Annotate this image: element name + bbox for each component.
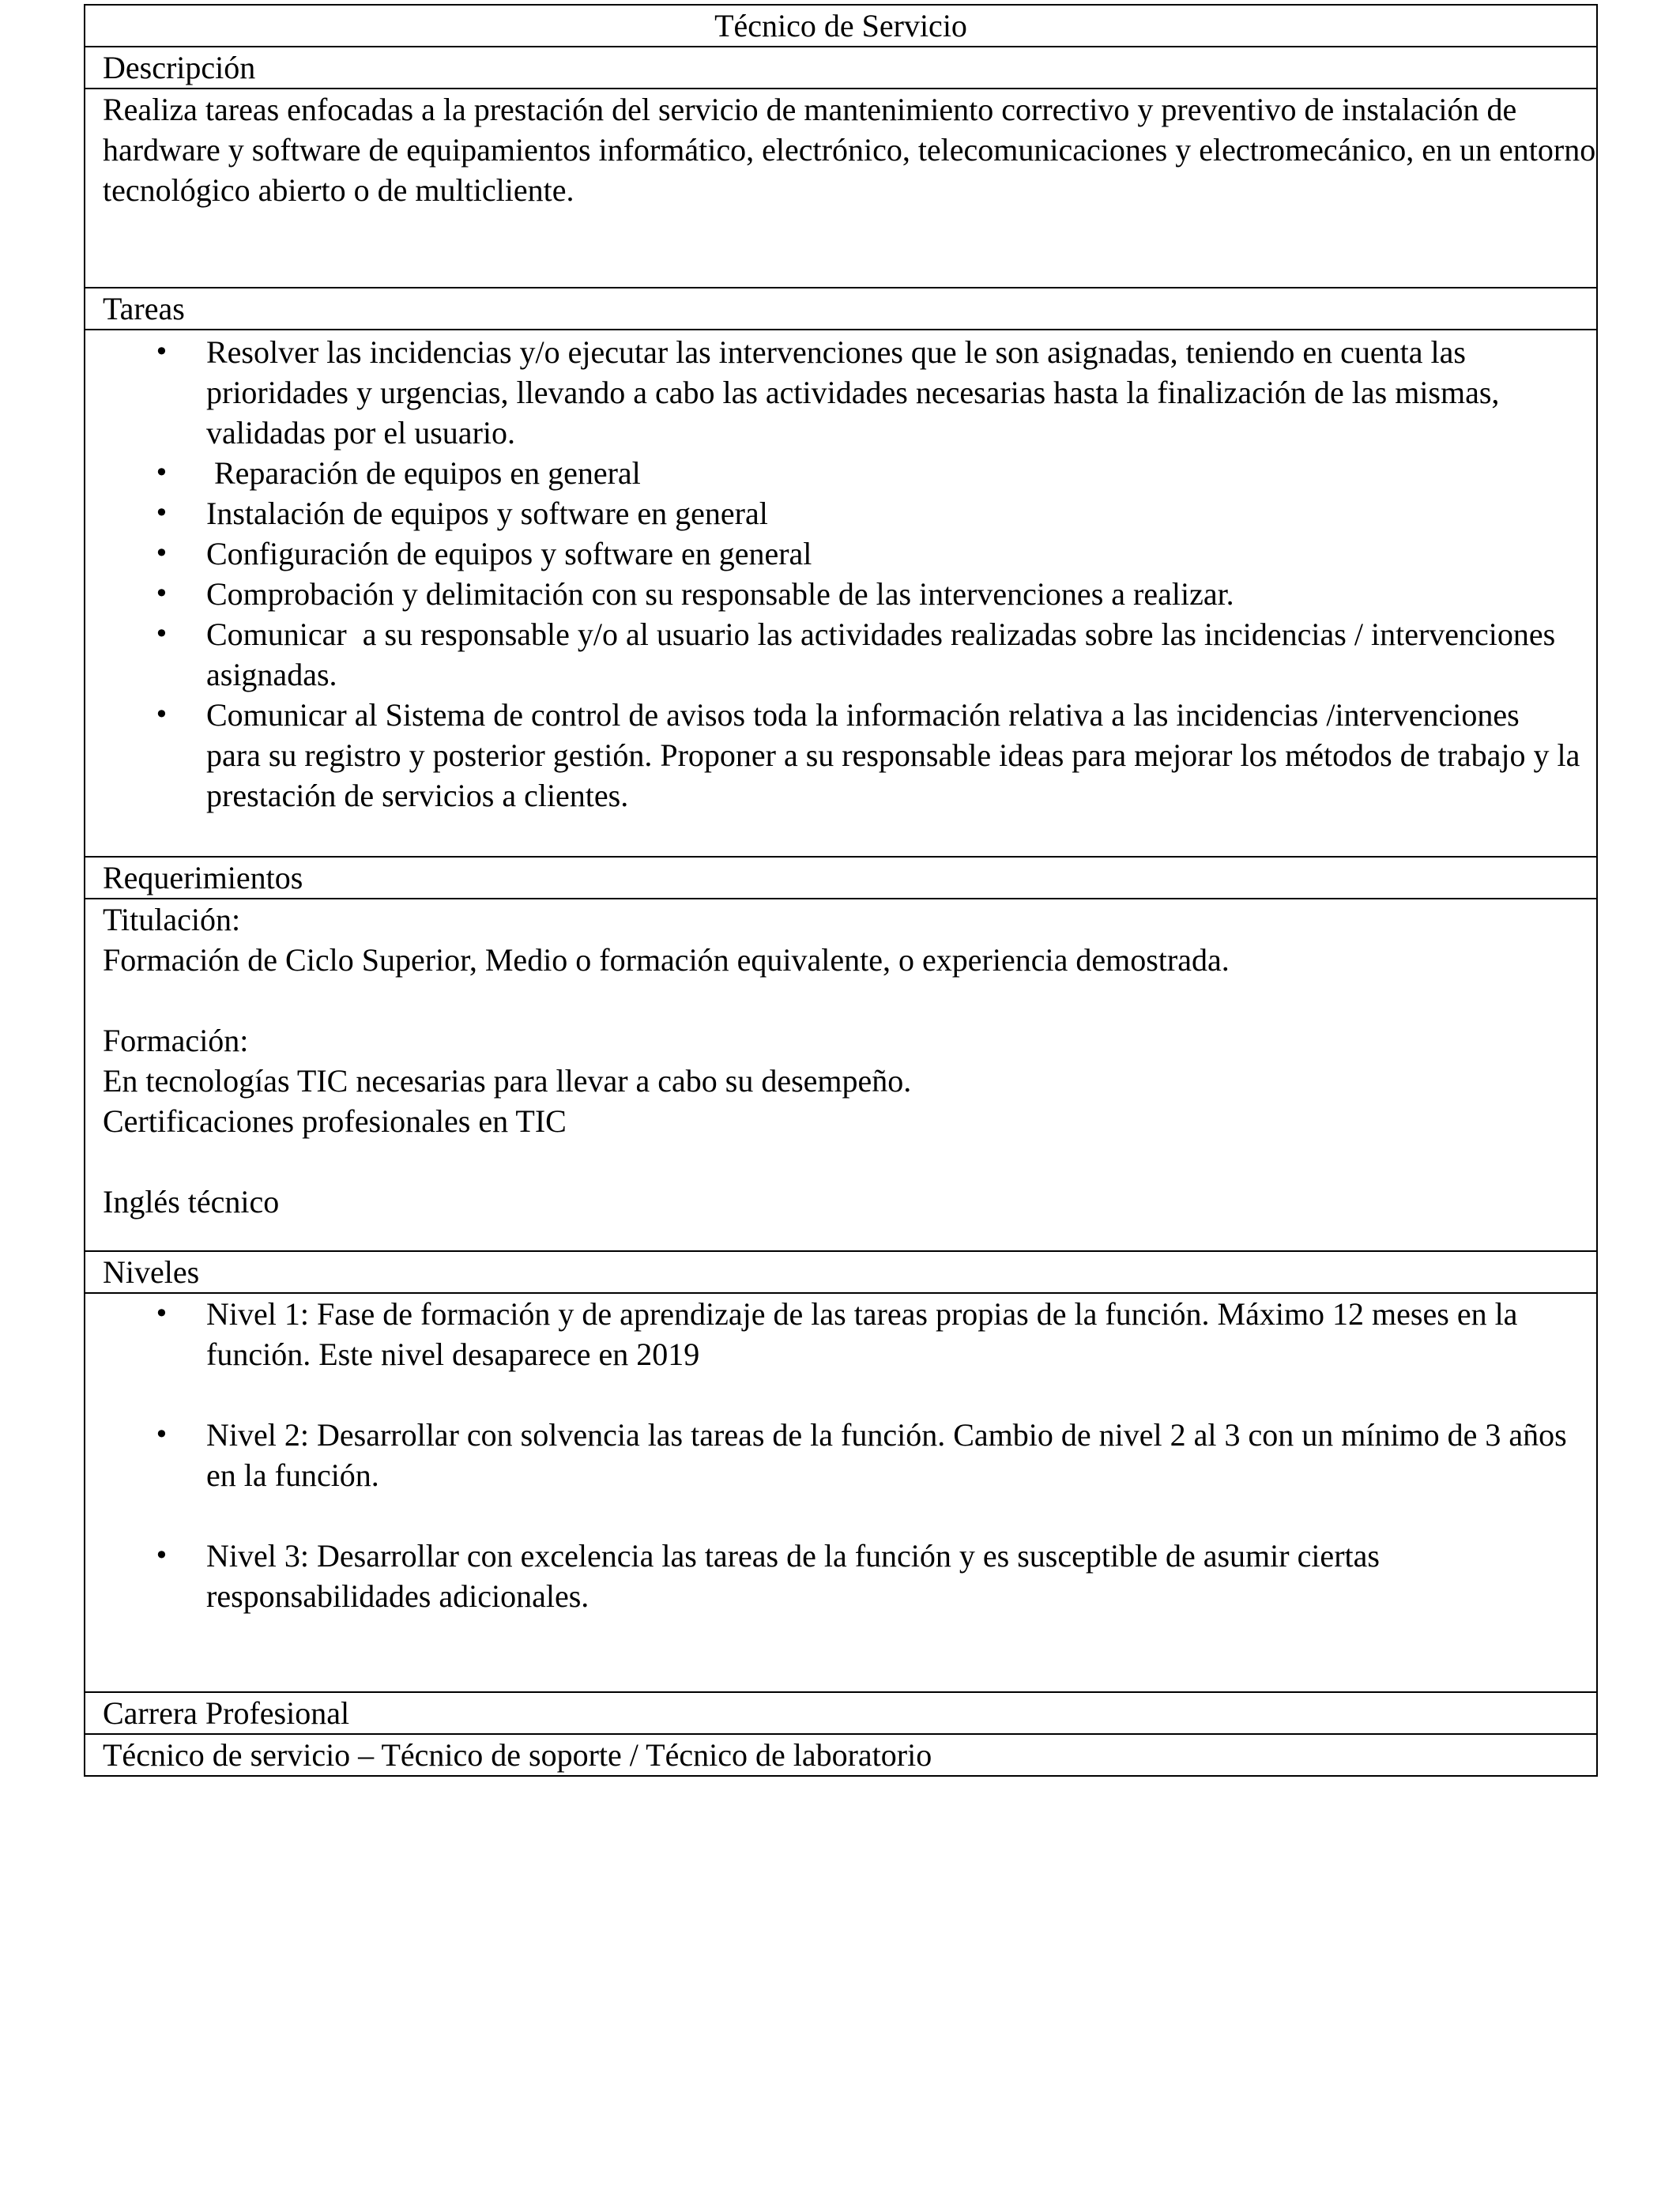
list-item <box>154 332 1596 453</box>
task-text: Instalación de equipos y software en general <box>206 496 768 531</box>
career-heading: Carrera Profesional <box>85 1692 1597 1734</box>
tasks-cell <box>85 330 1597 857</box>
titulacion-label: Titulación: <box>103 902 241 937</box>
bullet-icon: • <box>154 699 169 729</box>
titulacion-text: Formación de Ciclo Superior, Medio o formación equivalente, o experiencia demostrada. <box>103 942 1230 978</box>
bullet-icon: • <box>154 458 169 488</box>
requirements-heading: Requerimientos <box>85 857 1597 899</box>
bullet-icon: • <box>154 337 169 367</box>
levels-cell <box>85 1293 1597 1692</box>
tasks-list <box>103 332 1596 816</box>
bullet-icon: • <box>154 1419 169 1449</box>
task-text: Configuración de equipos y software en general <box>206 536 812 571</box>
formacion-line-2: Certificaciones profesionales en TIC <box>103 1103 567 1139</box>
description-text: Realiza tareas enfocadas a la prestación del servicio de mantenimiento correctivo y preventivo de instalación de hardware y software de equipamientos informático, electrónico, telecomunicaciones y electromecánico, en un entorno tecnológico abierto o de multicliente. <box>103 92 1596 208</box>
tasks-heading: Tareas <box>85 288 1597 330</box>
level-text: Nivel 3: Desarrollar con excelencia las tareas de la función y es susceptible de asumir ciertas responsabilidades adicionales. <box>206 1538 1380 1614</box>
bullet-icon: • <box>154 619 169 649</box>
job-profile-table <box>84 4 1598 1777</box>
bullet-icon: • <box>154 538 169 568</box>
description-heading: Descripción <box>85 47 1597 89</box>
list-item <box>154 1536 1596 1616</box>
formacion-label: Formación: <box>103 1023 249 1058</box>
list-item <box>154 533 1596 574</box>
task-text: Comunicar a su responsable y/o al usuario las actividades realizadas sobre las incidencias / intervenciones asignadas. <box>206 616 1564 692</box>
list-item <box>154 493 1596 533</box>
level-text: Nivel 1: Fase de formación y de aprendizaje de las tareas propias de la función. Máximo 12 meses en la función. Este nivel desaparece en 2019 <box>206 1296 1518 1372</box>
bullet-icon: • <box>154 498 169 528</box>
task-text: Resolver las incidencias y/o ejecutar las intervenciones que le son asignadas, teniendo en cuenta las prioridades y urgencias, llevando a cabo las actividades necesarias hasta la finalización de las mismas, validadas por el usuario. <box>206 334 1500 450</box>
spacer <box>103 980 1596 1020</box>
list-item <box>154 574 1596 614</box>
task-text: Reparación de equipos en general <box>206 455 641 491</box>
list-item <box>154 453 1596 493</box>
bullet-icon: • <box>154 1299 169 1329</box>
list-item <box>154 1294 1596 1374</box>
formacion-line-1: En tecnologías TIC necesarias para llevar a cabo su desempeño. <box>103 1063 912 1099</box>
task-text: Comprobación y delimitación con su responsable de las intervenciones a realizar. <box>206 576 1234 612</box>
english-requirement: Inglés técnico <box>103 1184 280 1220</box>
requirements-cell <box>85 899 1597 1251</box>
bullet-icon: • <box>154 579 169 609</box>
task-text: Comunicar al Sistema de control de avisos toda la información relativa a las incidencias /intervenciones para su registro y posterior gestión. Proponer a su responsable ideas para mejorar los métodos de trabajo y la prestación de servicios a clientes. <box>206 697 1596 813</box>
levels-heading: Niveles <box>85 1251 1597 1293</box>
list-item <box>154 1415 1596 1495</box>
document-title: Técnico de Servicio <box>85 5 1597 47</box>
levels-list <box>103 1294 1596 1616</box>
spacer <box>103 1141 1596 1182</box>
level-text: Nivel 2: Desarrollar con solvencia las tareas de la función. Cambio de nivel 2 al 3 con un mínimo de 3 años en la función. <box>206 1417 1567 1493</box>
list-item <box>154 614 1596 695</box>
career-path: Técnico de servicio – Técnico de soporte / Técnico de laboratorio <box>85 1734 1597 1776</box>
bullet-icon: • <box>154 1540 169 1570</box>
description-cell <box>85 89 1597 288</box>
list-item <box>154 695 1596 816</box>
